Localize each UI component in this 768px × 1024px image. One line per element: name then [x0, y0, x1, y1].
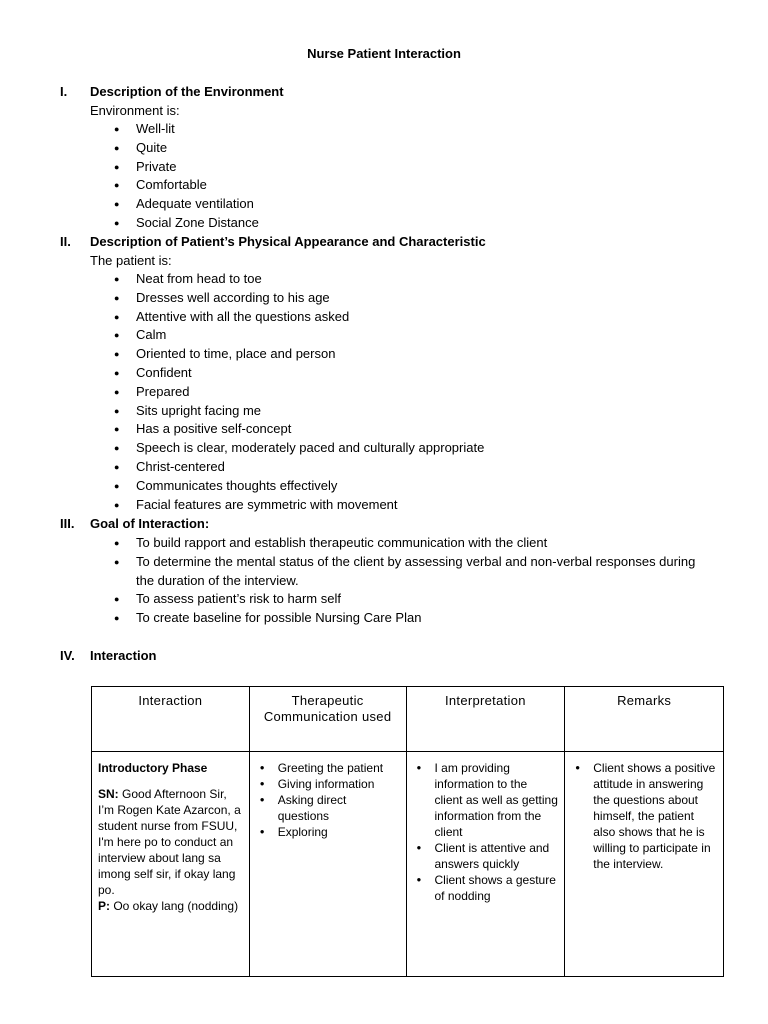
list-item: ● Comfortable [136, 176, 696, 195]
list-item: ● Well-lit [136, 120, 696, 139]
bullet-list [256, 760, 400, 840]
list-item: ● Oriented to time, place and person [136, 345, 696, 364]
bullet-list [571, 760, 717, 872]
list-item: ● To assess patient’s risk to harm self [136, 590, 696, 609]
list-item: ● Has a positive self-concept [136, 420, 696, 439]
list-item: ● Private [136, 158, 696, 177]
list-item: ● Attentive with all the questions asked [136, 308, 696, 327]
section-title: Interaction [90, 648, 157, 663]
bullet-list [413, 760, 559, 904]
section-number: II. [60, 234, 71, 249]
column-header: Interaction [92, 687, 250, 752]
section-title: Description of the Environment [90, 84, 284, 99]
section-title: Description of Patient’s Physical Appearance and Characteristic [90, 234, 486, 249]
list-item: ● Client is attentive and answers quickly [413, 840, 559, 872]
remarks-cell [565, 752, 724, 977]
speaker-label: P: [98, 899, 110, 913]
list-item: ● I am providing information to the client as well as getting information from the client [413, 760, 559, 840]
column-header: Therapeutic Communication used [249, 687, 406, 752]
list-item: ● Client shows a positive attitude in answering the questions about himself, the patient also shows that he is willing to participate in the interview. [571, 760, 717, 872]
bullet-list [0, 270, 768, 514]
phase-label: Introductory Phase [98, 761, 208, 775]
section-number: III. [60, 516, 75, 531]
list-item: ● Christ-centered [136, 458, 696, 477]
section-heading [0, 233, 768, 251]
list-item: ● Confident [136, 364, 696, 383]
list-item: ● Dresses well according to his age [136, 289, 696, 308]
list-item: ● Giving information [256, 776, 400, 792]
list-item: ● Communicates thoughts effectively [136, 477, 696, 496]
list-item: ● Quite [136, 139, 696, 158]
list-item: ● To create baseline for possible Nursing Care Plan [136, 609, 696, 628]
list-item: ● Speech is clear, moderately paced and culturally appropriate [136, 439, 696, 458]
section-environment [0, 83, 768, 233]
dialogue-text: Good Afternoon Sir, I’m Rogen Kate Azarcon, a student nurse from FSUU, I'm here po to conduct an interview about lang sa imong self sir, if okay lang po. [98, 787, 241, 897]
list-item: ● Neat from head to toe [136, 270, 696, 289]
dialogue-patient [98, 898, 243, 914]
section-interaction [0, 647, 768, 665]
interaction-cell [92, 752, 250, 977]
section-intro: The patient is: [90, 253, 172, 268]
list-item: ● Client shows a gesture of nodding [413, 872, 559, 904]
interpretation-cell [406, 752, 565, 977]
page-title: Nurse Patient Interaction [307, 46, 461, 61]
bullet-list [0, 120, 768, 233]
list-item: ● Social Zone Distance [136, 214, 696, 233]
list-item: ● Facial features are symmetric with movement [136, 496, 696, 515]
list-item: ● Calm [136, 326, 696, 345]
list-item: ● To determine the mental status of the client by assessing verbal and non-verbal responses during the duration of the interview. [136, 553, 696, 591]
dialogue-text: Oo okay lang (nodding) [110, 899, 239, 913]
section-title: Goal of Interaction: [90, 516, 210, 531]
section-number: I. [60, 84, 68, 99]
section-patient-appearance [0, 233, 768, 514]
list-item: ● Prepared [136, 383, 696, 402]
list-item: ● Greeting the patient [256, 760, 400, 776]
table-row [92, 752, 724, 977]
table-header-row [92, 687, 724, 752]
list-item: ● To build rapport and establish therapeutic communication with the client [136, 534, 696, 553]
dialogue-nurse [98, 786, 243, 898]
interaction-table [91, 686, 724, 977]
column-header: Interpretation [406, 687, 565, 752]
therapeutic-cell [249, 752, 406, 977]
section-heading [0, 515, 768, 533]
list-item: ● Exploring [256, 824, 400, 840]
section-intro: Environment is: [90, 103, 180, 118]
section-heading [0, 647, 768, 665]
section-goal [0, 515, 768, 628]
section-heading [0, 83, 768, 101]
list-item: ● Sits upright facing me [136, 402, 696, 421]
list-item: ● Adequate ventilation [136, 195, 696, 214]
column-header: Remarks [565, 687, 724, 752]
bullet-list [0, 534, 768, 628]
section-number: IV. [60, 648, 75, 663]
speaker-label: SN: [98, 787, 119, 801]
list-item: ● Asking direct questions [256, 792, 400, 824]
